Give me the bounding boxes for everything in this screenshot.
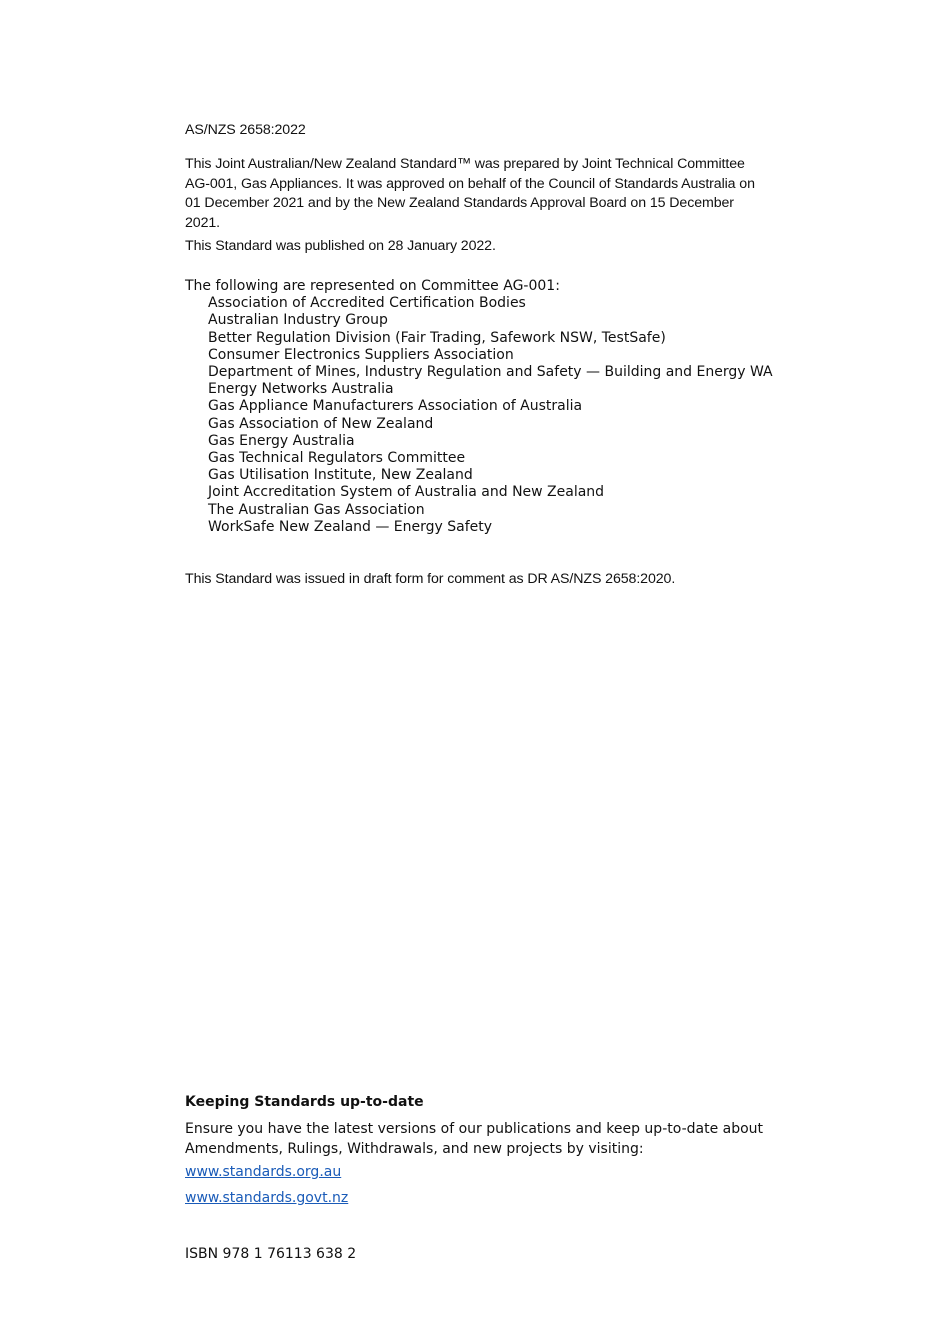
standards-nz-link[interactable]: www.standards.govt.nz	[185, 1190, 349, 1206]
committee-member: Gas Technical Regulators Committee	[208, 450, 466, 467]
committee-member: Energy Networks Australia	[208, 381, 394, 398]
committee-member: Gas Association of New Zealand	[208, 415, 434, 432]
standards-nz-link-container	[185, 1190, 775, 1207]
isbn: ISBN 978 1 76113 638 2	[185, 1246, 357, 1262]
committee-member-list	[185, 295, 775, 536]
committee-member: Better Regulation Division (Fair Trading, Safework NSW, TestSafe)	[208, 329, 666, 346]
committee-member: WorkSafe New Zealand — Energy Safety	[208, 518, 493, 535]
committee-member: The Australian Gas Association	[208, 501, 425, 518]
committee-member: Consumer Electronics Suppliers Association	[208, 346, 514, 363]
committee-section	[185, 278, 775, 536]
committee-member: Gas Energy Australia	[208, 432, 355, 449]
standards-au-link-container	[185, 1164, 775, 1181]
publication-paragraph: This Standard was published on 28 January 2022.	[185, 238, 496, 254]
committee-member: Association of Accredited Certification Bodies	[208, 295, 526, 312]
keeping-up-to-date-heading: Keeping Standards up-to-date	[185, 1094, 424, 1110]
keeping-up-to-date-text: Ensure you have the latest versions of our publications and keep up-to-date about Amendments, Rulings, Withdrawals, and new projects by visiting:	[185, 1121, 764, 1157]
committee-member: Australian Industry Group	[208, 312, 388, 329]
committee-member: Gas Utilisation Institute, New Zealand	[208, 467, 473, 484]
standard-code: AS/NZS 2658:2022	[185, 122, 306, 138]
draft-paragraph: This Standard was issued in draft form for comment as DR AS/NZS 2658:2020.	[185, 571, 676, 587]
committee-member: Gas Appliance Manufacturers Association of Australia	[208, 398, 583, 415]
standards-au-link[interactable]: www.standards.org.au	[185, 1164, 342, 1180]
committee-intro: The following are represented on Committee AG-001:	[185, 278, 560, 294]
preparation-paragraph: This Joint Australian/New Zealand Standard™ was prepared by Joint Technical Committee AG-001, Gas Appliances. It was approved on behalf of the Council of Standards Australia on 01 December 2021 and by the New Zealand Standards Approval Board on 15 December 2021.	[185, 156, 755, 231]
committee-member: Joint Accreditation System of Australia and New Zealand	[208, 484, 605, 501]
committee-member: Department of Mines, Industry Regulation and Safety — Building and Energy WA	[208, 364, 773, 381]
